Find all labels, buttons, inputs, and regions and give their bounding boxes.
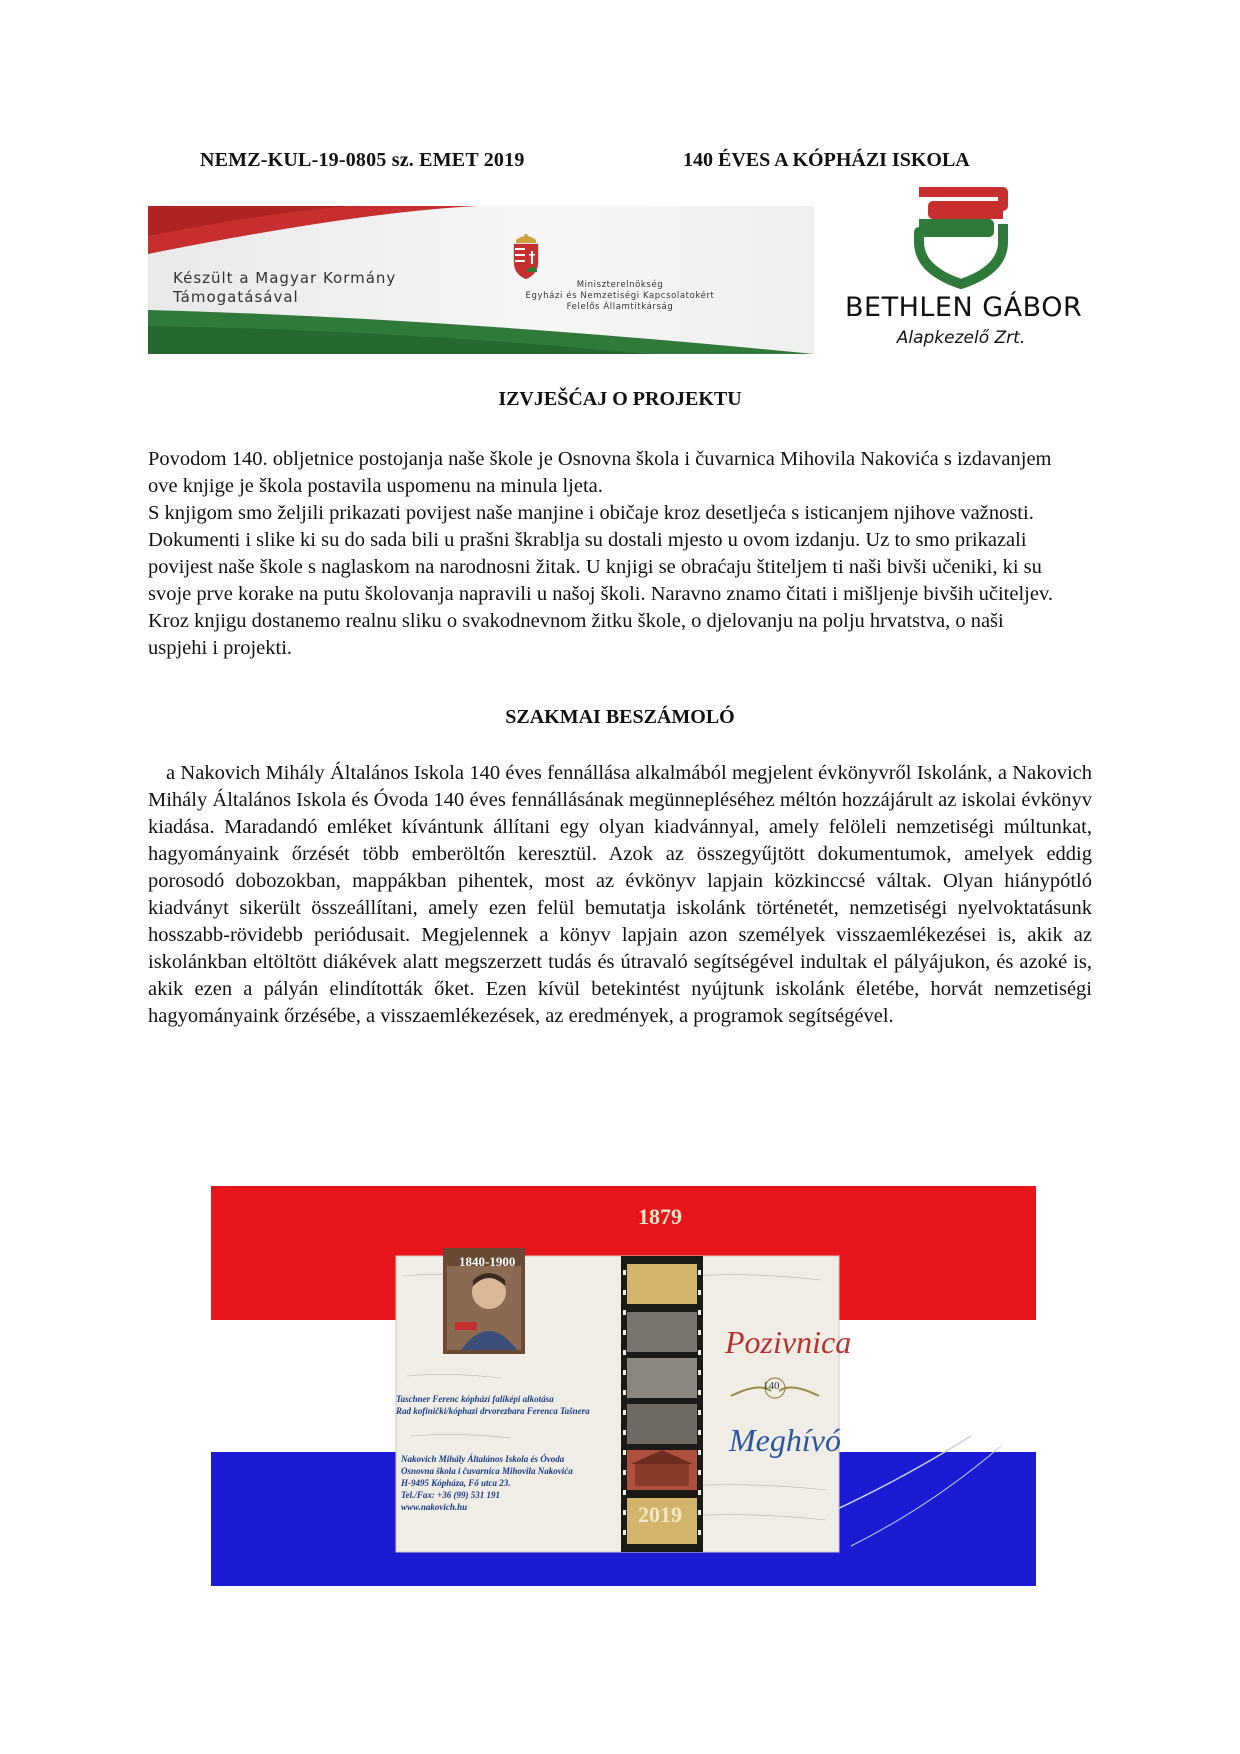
- card-address-line-5: www.nakovich.hu: [401, 1502, 468, 1512]
- portrait-caption-2: Rad kofinički/kóphazi drvorezbara Ferenca Tašnera: [396, 1406, 590, 1416]
- project-reference: NEMZ-KUL-19-0805 sz. EMET 2019: [200, 149, 525, 171]
- card-address-line-1: Nakovich Mihály Általános Iskola és Óvoda: [401, 1454, 565, 1464]
- card-address-line-3: H-9495 Kópháza, Fő utca 23.: [401, 1478, 511, 1488]
- card-address-line-4: Tel./Fax: +36 (99) 531 191: [401, 1490, 501, 1500]
- bethlen-gabor-shield-icon: [845, 184, 1077, 292]
- government-support-banner: [148, 206, 814, 354]
- bethlen-gabor-logo: [845, 184, 1083, 356]
- portrait-years: 1840-1900: [459, 1254, 516, 1269]
- hungarian-report-paragraph: a Nakovich Mihály Általános Iskola 140 éves fennállása alkalmából megjelent évkönyvről Iskolánk, a Nakovich Mihály Általános Iskola és Óvoda 140 éves fennállásának megünnepléséhez méltón hozzájárult az iskolai évkönyv kiadása. Maradandó emléket kívántunk állítani egy olyan kiadvánnyal, amely felöleli nemzetiségi múltunkat, hagyományaink őrzését több emberöltőn keresztül. Azok az összegyűjtött dokumentumok, amelyek eddig porosodó dobozokban, mappákban pihentek, most az évkönyv lapjain közkinccsé váltak. Olyan hiánypótló kiadványt sikerült összeállítani, amely ezen felül bemutatja iskolánk történetét, nemzetiségi nyelvoktatásunk hosszabb-rövidebb periódusait. Megjelennek a könyv lapjain azon személyek visszaemlékezései is, akik az iskolánkban eltöltött diákévek alatt megszerzett tudás és útravaló segítségével indultak el pályájukon, és azoké is, akik ezen a pályán elindították őket. Ezen kívül betekintést nyújtunk iskolánk életébe, horvát nemzetiségi hagyományaink őrzésébe, a visszaemlékezések, az eredmények, a programok segítségével.: [148, 762, 1092, 1027]
- hungarian-section-heading: SZAKMAI BESZÁMOLÓ: [505, 706, 735, 728]
- card-title-croatian: Pozivnica: [725, 1324, 852, 1360]
- card-title-hungarian: Meghívó: [729, 1422, 841, 1458]
- ministry-line-1: Miniszterelnökség: [576, 280, 664, 290]
- card-year-top: 1879: [638, 1204, 682, 1229]
- ministry-block: [510, 234, 730, 313]
- card-badge-140: 140: [763, 1380, 780, 1392]
- banner-text-line-1: Készült a Magyar Kormány: [173, 269, 397, 287]
- croatian-paragraph-2: S knjigom smo željili prikazati povijest naše manjine i običaje kroz desetljeća s isticanjem njihove važnosti. Dokumenti i slike ki su do sada bili u prašni škrablja su dostali mjesto u ovom izdanju. Uz to smo prikazali povijest naše škole s naglaskom na narodnosni žitak. U knjigi se obraćaju štiteljem ti naši bivši učeniki, ki su svoje prve korake na putu školovanja napravili u našoj školi. Naravno znamo čitati i mišljenje bivših učiteljev. Kroz knjigu dostanemo realnu sliku o svakodnevnom žitku škole, o djelovanju na polju hrvatstva, o naši uspjehi i projekti.: [148, 502, 1054, 659]
- croatian-flag-background: [211, 1186, 1036, 1586]
- document-title: 140 ÉVES A KÓPHÁZI ISKOLA: [683, 149, 970, 171]
- croatian-paragraph-1: Povodom 140. obljetnice postojanja naše škole je Osnovna škola i čuvarnica Mihovila Nakovića s izdavanjem ove knjige je škola postavila uspomenu na minula ljeta.: [148, 448, 1052, 497]
- croatian-section-heading: IZVJEŠĆAJ O PROJEKTU: [498, 388, 742, 410]
- flag-with-invitation-card: [211, 1186, 1036, 1586]
- card-year-bottom: 2019: [638, 1502, 682, 1527]
- logo-name: BETHLEN GÁBOR: [845, 292, 1083, 323]
- ministry-line-2: Egyházi és Nemzetiségi Kapcsolatokért: [525, 291, 715, 301]
- portrait-caption-1: Taschner Ferenc kóphází faliképi alkotása: [396, 1394, 554, 1404]
- logo-subtitle: Alapkezelő Zrt.: [896, 328, 1026, 348]
- hungarian-coat-of-arms-icon: [510, 234, 542, 280]
- ministry-line-3: Felelős Államtitkárság: [566, 302, 674, 312]
- banner-text-line-2: Támogatásával: [173, 288, 299, 306]
- card-address-line-2: Osnovna škola i čuvarnica Mihovila Nakovića: [401, 1466, 573, 1476]
